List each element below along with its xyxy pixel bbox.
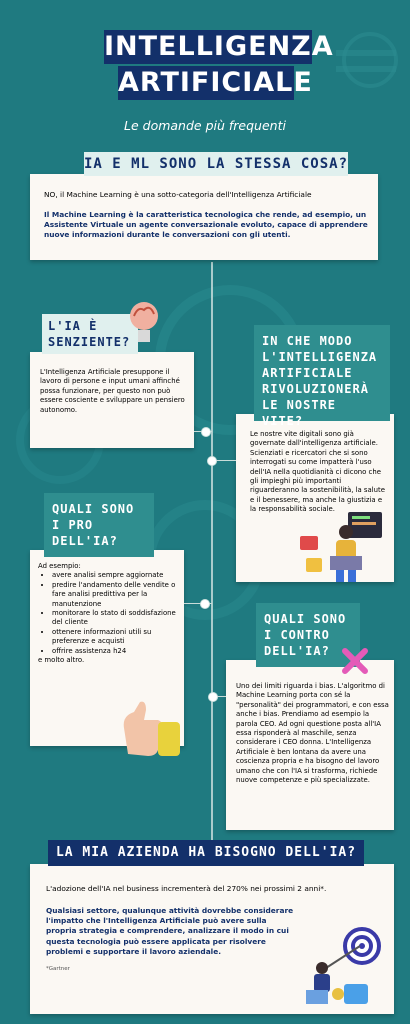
section4-heading: QUALI SONO I PRO DELL'IA? <box>44 493 154 557</box>
section3-text: Le nostre vite digitali sono già governate dall'intelligenza artificiale. Scienziati e ricercatori che si sono interrogati su come impatterà l'uso dell'IA nella quotidianità ci dicono che gli impieghi più importanti riguarderanno la sostenibilità, la salute e il benessere, ma anche la giustizia e la responsabilità sociale. <box>250 430 385 514</box>
title-line2: ARTIFICIALE <box>118 67 313 98</box>
timeline-dot <box>207 456 217 466</box>
list-item: • predire l'andamento delle vendite o fare analisi predittiva per la manutenzione <box>52 581 182 609</box>
section6-footnote: *Gartner <box>46 966 70 972</box>
section3-heading: IN CHE MODO L'INTELLIGENZA ARTIFICIALE RIVOLUZIONERÀ LE NOSTRE VITE? <box>254 325 390 421</box>
page-subtitle: Le domande più frequenti <box>124 118 286 133</box>
timeline-dot <box>201 427 211 437</box>
section1-text1: NO, il Machine Learning è una sotto-categoria dell'Intelligenza Artificiale <box>44 190 312 199</box>
list-item: • avere analisi sempre aggiornate <box>52 571 182 580</box>
list-item: • monitorare lo stato di soddisfazione del cliente <box>52 609 182 628</box>
section4-outro: e molto altro. <box>38 656 85 665</box>
section5-heading: QUALI SONO I CONTRO DELL'IA? <box>256 603 360 667</box>
section6-text2: Qualsiasi settore, qualunque attività dovrebbe considerare l'impatto che l'Intelligenza Artificiale può avere sulla propria strategia e comprendere, analizzare il modo in cui questa tecnologia può essere applicata per risolvere problemi e supportare il lavoro aziendale. <box>46 906 294 956</box>
developer-illustration-icon <box>300 510 386 584</box>
section4-list <box>38 571 182 656</box>
thumbs-up-icon <box>118 698 184 760</box>
timeline-dot <box>200 599 210 609</box>
section5-text: Uno dei limiti riguarda i bias. L'algoritmo di Machine Learning porta con sé la "personalità" dei programmatori, e con essa anche i bias. Prendiamo ad esempio la parola CEO. Ad ogni questione posta all'IA essa risponderà al maschile, senza considerare i CEO donna. L'Intelligenza Artificiale è ben lontana da avere una coscienza propria e ha bisogno del lavoro umano che con l'IA si trasforma, richiede nuove competenze e più specializzate. <box>236 682 389 785</box>
section6-text1: L'adozione dell'IA nel business incrementerà del 270% nei prossimi 2 anni*. <box>46 884 327 893</box>
section1-heading: IA E ML SONO LA STESSA COSA? <box>84 152 348 176</box>
title-line1: INTELLIGENZA <box>104 31 334 62</box>
list-item: • offrire assistenza h24 <box>52 647 182 656</box>
section2-heading: L'IA È SENZIENTE? <box>42 314 138 354</box>
target-businessman-icon <box>296 926 386 1008</box>
timeline-dot <box>208 692 218 702</box>
close-icon <box>340 646 370 676</box>
lightbulb-brain-icon <box>128 300 160 348</box>
section1-text2: Il Machine Learning è la caratteristica tecnologica che rende, ad esempio, un Assistente Virtuale un agente conversazionale evoluto, capace di apprendere nuove informazioni durante le conversazioni con gli utenti. <box>44 210 368 240</box>
section2-text: L'Intelligenza Artificiale presuppone il lavoro di persone e input umani affinché possa funzionare, per questo non può essere cosciente e sviluppare un pensiero autonomo. <box>40 368 185 414</box>
section6-heading: LA MIA AZIENDA HA BISOGNO DELL'IA? <box>48 840 364 866</box>
section4-body <box>38 562 182 665</box>
section4-intro: Ad esempio: <box>38 562 81 570</box>
list-item: • ottenere informazioni utili su preferenze e acquisti <box>52 628 182 647</box>
